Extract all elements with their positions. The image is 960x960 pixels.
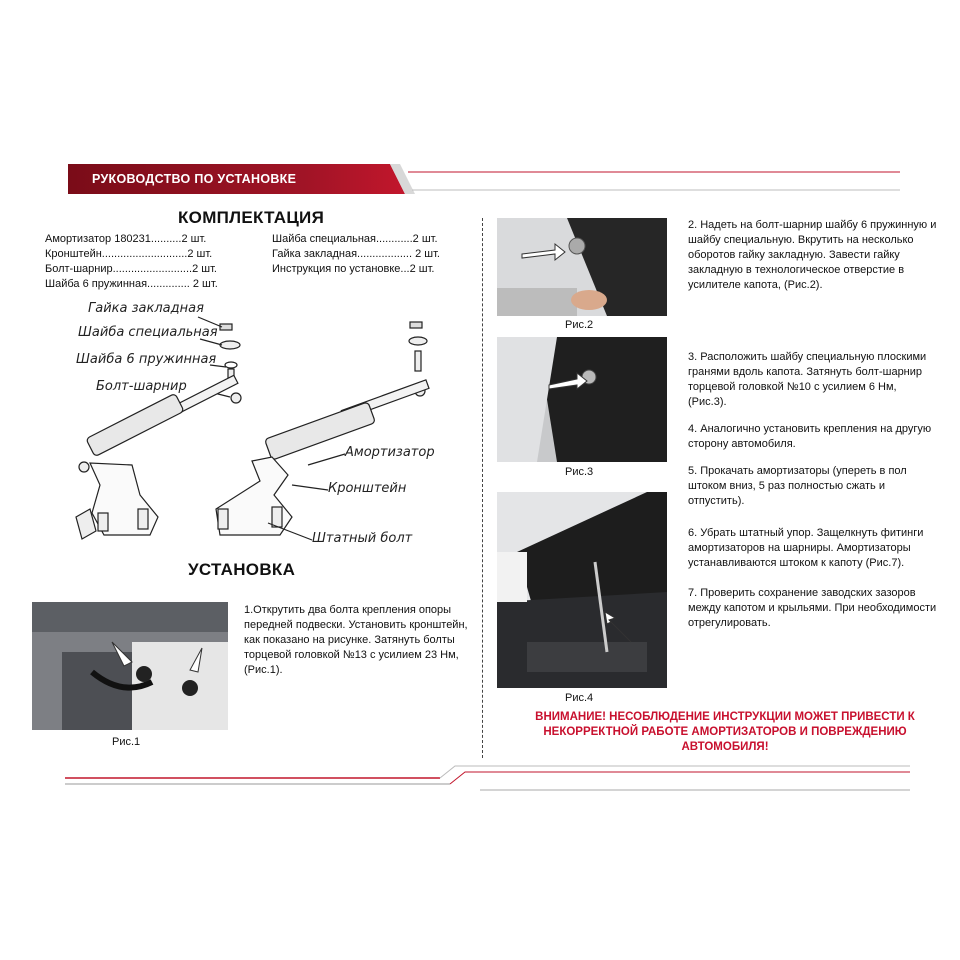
step-6: 6. Убрать штатный упор. Защелкнуть фитинги амортизаторов на шарниры. Амортизаторы устанавливаются штоком к капоту (Рис.7). [688, 527, 924, 569]
step-7: 7. Проверить сохранение заводских зазоров между капотом и крыльями. При необходимости отрегулировать. [688, 587, 937, 629]
column-divider [482, 218, 483, 758]
label-shock: Амортизатор [345, 445, 435, 460]
install-heading: УСТАНОВКА [188, 560, 296, 579]
header-banner [60, 160, 900, 198]
label-spring-washer: Шайба 6 пружинная [76, 352, 217, 367]
kit-item: Шайба 6 пружинная.............. 2 шт. [45, 278, 218, 290]
kit-item: Инструкция по установке...2 шт. [272, 263, 435, 275]
kit-heading: КОМПЛЕКТАЦИЯ [178, 208, 325, 227]
step-2: 2. Надеть на болт-шарнир шайбу 6 пружинную и шайбу специальную. Вкрутить на несколько оборотов гайку закладную. Завести гайку закладную в технологическое отверстие в усилителе капота, (Рис.2). [688, 219, 937, 291]
kit-item: Гайка закладная.................. 2 шт. [272, 248, 440, 260]
fig4-image [497, 492, 667, 688]
kit-list-right [272, 232, 440, 277]
fig1-caption: Рис.1 [112, 736, 141, 748]
kit-list-left [45, 232, 218, 292]
fig4-caption: Рис.4 [565, 692, 594, 704]
kit-item: Амортизатор 180231..........2 шт. [45, 233, 207, 245]
fig1-photo [32, 602, 228, 730]
fig2-photo [497, 218, 667, 316]
footer-lines [60, 762, 910, 802]
fig3-image [497, 337, 667, 462]
fig4-photo [497, 492, 667, 688]
fig2-image [497, 218, 667, 316]
step-1: 1.Открутить два болта крепления опоры передней подвески. Установить кронштейн, как показано на рисунке. Затянуть болты торцевой головкой №13 с усилием 23 Нм, (Рис.1). [244, 604, 468, 676]
label-bracket: Кронштейн [328, 481, 407, 496]
fig3-photo [497, 337, 667, 462]
step-3: 3. Расположить шайбу специальную плоскими гранями вдоль капота. Затянуть болт-шарнир торцевой головкой №10 с усилием 6 Нм, (Рис.3). [688, 351, 927, 408]
warning-text: ВНИМАНИЕ! НЕСОБЛЮДЕНИЕ ИНСТРУКЦИИ МОЖЕТ ПРИВЕСТИ К НЕКОРРЕКТНОЙ РАБОТЕ АМОРТИЗАТОРОВ И ПОВРЕЖДЕНИЮ АВТОМОБИЛЯ! [535, 711, 915, 753]
label-special-washer: Шайба специальная [78, 325, 218, 340]
parts-diagram [40, 295, 470, 555]
kit-item: Кронштейн............................2 шт. [45, 248, 213, 260]
label-nut: Гайка закладная [88, 301, 204, 316]
label-pivot-bolt: Болт-шарнир [96, 379, 187, 394]
label-stock-bolt: Штатный болт [312, 531, 413, 546]
fig2-caption: Рис.2 [565, 319, 594, 331]
fig3-caption: Рис.3 [565, 466, 594, 478]
fig1-image [32, 602, 228, 730]
step-4: 4. Аналогично установить крепления на другую сторону автомобиля. [688, 423, 932, 450]
footer-decoration [60, 762, 910, 802]
kit-item: Шайба специальная............2 шт. [272, 233, 438, 245]
step-5: 5. Прокачать амортизаторы (упереть в пол штоком вниз, 5 раз полностью сжать и отпустить). [688, 465, 907, 507]
kit-item: Болт-шарнир..........................2 шт. [45, 263, 217, 275]
header-title: РУКОВОДСТВО ПО УСТАНОВКЕ [92, 172, 297, 186]
